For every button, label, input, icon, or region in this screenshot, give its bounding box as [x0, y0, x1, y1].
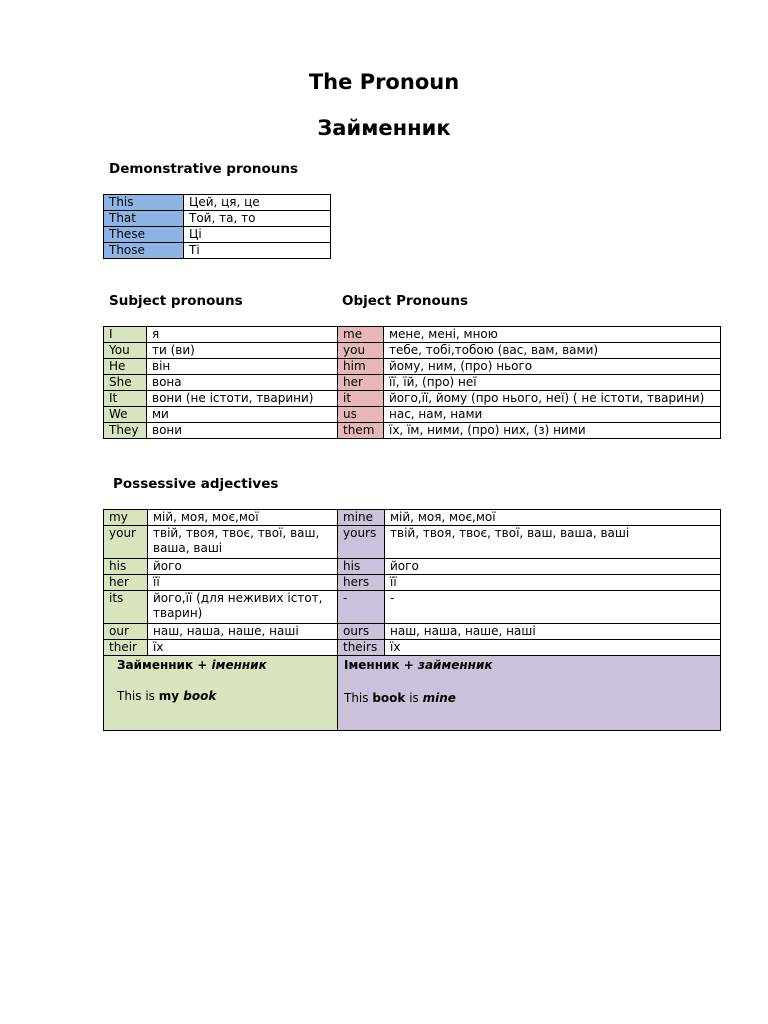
note-right-head-b: займенник	[417, 658, 493, 672]
possessive-adjective-translation-cell: її	[148, 575, 338, 591]
demonstrative-table	[103, 194, 331, 259]
subject-pronoun-cell: It	[104, 391, 147, 407]
subject-pronoun-cell: She	[104, 375, 147, 391]
possessive-pronoun-translation-cell: -	[385, 591, 721, 624]
table-row	[104, 211, 331, 227]
note-left-ex-b: my	[158, 689, 184, 703]
object-translation-cell: їх, їм, ними, (про) них, (з) ними	[384, 423, 721, 439]
object-pronoun-cell: us	[338, 407, 384, 423]
possessive-adjective-cell: his	[104, 559, 148, 575]
possessive-adjective-translation-cell: наш, наша, наше, наші	[148, 624, 338, 640]
table-row	[104, 391, 721, 407]
english-pronoun-cell: These	[104, 227, 184, 243]
table-row	[104, 343, 721, 359]
subject-object-table	[103, 326, 721, 439]
object-translation-cell: мене, мені, мною	[384, 327, 721, 343]
demonstrative-heading: Demonstrative pronouns	[109, 161, 299, 177]
table-row	[104, 559, 721, 575]
possessive-pronoun-cell: theirs	[338, 640, 385, 656]
object-pronoun-cell: them	[338, 423, 384, 439]
note-left-head-a: Займенник +	[117, 658, 212, 672]
subject-pronoun-cell: I	[104, 327, 147, 343]
note-right-ex-b: book	[372, 691, 406, 705]
possessive-pronoun-translation-cell: його	[385, 559, 721, 575]
table-row	[104, 375, 721, 391]
subject-pronoun-cell: We	[104, 407, 147, 423]
object-pronoun-cell: him	[338, 359, 384, 375]
possessive-adjective-translation-cell: твій, твоя, твоє, твої, ваш, ваша, ваші	[148, 526, 338, 559]
possessive-adjective-translation-cell: його	[148, 559, 338, 575]
translation-cell: Той, та, то	[184, 211, 331, 227]
subject-translation-cell: вона	[147, 375, 338, 391]
possessive-adjective-cell: her	[104, 575, 148, 591]
subject-translation-cell: він	[147, 359, 338, 375]
possessive-adjective-translation-cell: його,її (для неживих істот, тварин)	[148, 591, 338, 624]
possessive-pronoun-translation-cell: мій, моя, моє,мої	[385, 510, 721, 526]
subject-translation-cell: ми	[147, 407, 338, 423]
translation-cell: Цей, ця, це	[184, 195, 331, 211]
translation-cell: Ці	[184, 227, 331, 243]
possessive-pronoun-cell: yours	[338, 526, 385, 559]
note-left-ex-a: This is	[117, 689, 159, 703]
object-heading: Object Pronouns	[342, 293, 469, 309]
subject-translation-cell: ти (ви)	[147, 343, 338, 359]
table-row	[104, 243, 331, 259]
subject-translation-cell: вони	[147, 423, 338, 439]
subject-translation-cell: я	[147, 327, 338, 343]
table-row	[104, 510, 721, 526]
object-translation-cell: йому, ним, (про) нього	[384, 359, 721, 375]
page-title: The Pronoun	[308, 70, 460, 94]
subject-pronoun-cell: You	[104, 343, 147, 359]
table-row	[104, 227, 331, 243]
translation-cell: Ті	[184, 243, 331, 259]
note-right-ex-c: is	[405, 691, 423, 705]
table-row	[104, 195, 331, 211]
subject-translation-cell: вони (не істоти, тварини)	[147, 391, 338, 407]
table-row	[104, 591, 721, 624]
object-translation-cell: його,її, йому (про нього, неї) ( не істоти, тварини)	[384, 391, 721, 407]
table-row	[104, 526, 721, 559]
note-left-head-b: іменник	[211, 658, 267, 672]
note-right	[338, 656, 721, 731]
possessive-adjective-translation-cell: їх	[148, 640, 338, 656]
english-pronoun-cell: This	[104, 195, 184, 211]
subject-pronoun-cell: He	[104, 359, 147, 375]
note-right-head-a: Іменник +	[344, 658, 418, 672]
english-pronoun-cell: Those	[104, 243, 184, 259]
object-pronoun-cell: it	[338, 391, 384, 407]
subject-heading: Subject pronouns	[109, 293, 243, 309]
possessive-adjective-cell: our	[104, 624, 148, 640]
possessive-adjective-translation-cell: мій, моя, моє,мої	[148, 510, 338, 526]
object-pronoun-cell: me	[338, 327, 384, 343]
possessive-adjective-cell: your	[104, 526, 148, 559]
object-translation-cell: її, їй, (про) неї	[384, 375, 721, 391]
possessive-pronoun-translation-cell: її	[385, 575, 721, 591]
possessive-pronoun-cell: hers	[338, 575, 385, 591]
possessive-adjective-cell: its	[104, 591, 148, 624]
possessive-adjective-cell: their	[104, 640, 148, 656]
note-right-ex-a: This	[344, 691, 373, 705]
possessive-heading: Possessive adjectives	[113, 476, 279, 492]
object-pronoun-cell: you	[338, 343, 384, 359]
english-pronoun-cell: That	[104, 211, 184, 227]
table-row	[104, 575, 721, 591]
subject-pronoun-cell: They	[104, 423, 147, 439]
table-row	[104, 640, 721, 656]
page-subtitle: Займенник	[317, 116, 451, 140]
table-row	[104, 407, 721, 423]
possessive-pronoun-cell: mine	[338, 510, 385, 526]
note-right-ex-d: mine	[422, 691, 456, 705]
object-translation-cell: тебе, тобі,тобою (вас, вам, вами)	[384, 343, 721, 359]
table-row	[104, 327, 721, 343]
possessive-pronoun-cell: his	[338, 559, 385, 575]
possessive-pronoun-cell: ours	[338, 624, 385, 640]
possessive-pronoun-translation-cell: їх	[385, 640, 721, 656]
possessive-table	[103, 509, 721, 731]
object-pronoun-cell: her	[338, 375, 384, 391]
table-row	[104, 624, 721, 640]
possessive-adjective-cell: my	[104, 510, 148, 526]
note-left-ex-c: book	[183, 689, 217, 703]
table-row	[104, 359, 721, 375]
possessive-pronoun-translation-cell: твій, твоя, твоє, твої, ваш, ваша, ваші	[385, 526, 721, 559]
table-row	[104, 423, 721, 439]
possessive-pronoun-cell: -	[338, 591, 385, 624]
possessive-pronoun-translation-cell: наш, наша, наше, наші	[385, 624, 721, 640]
note-left	[104, 656, 338, 731]
object-translation-cell: нас, нам, нами	[384, 407, 721, 423]
